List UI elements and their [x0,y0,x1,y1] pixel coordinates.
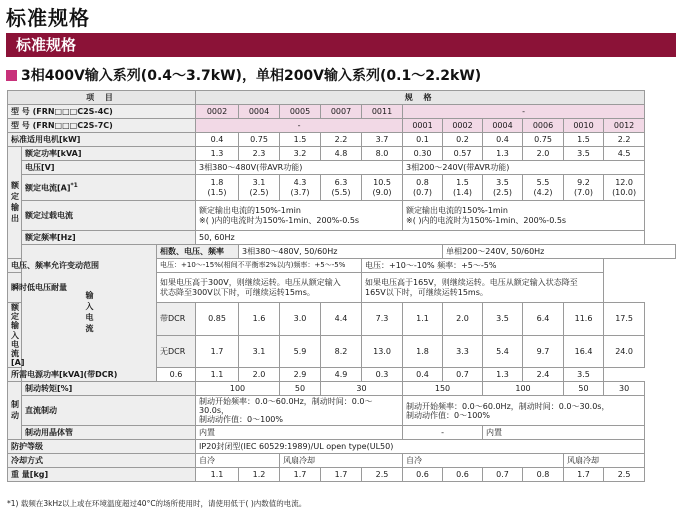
overload-note: ※( )内的电流时为150%-1min、200%-0.5s [199,215,360,225]
transistor-label: 制动用晶体管 [22,426,196,440]
with-dcr-cell: 1.6 [239,303,280,336]
header-spec: 规 格 [196,91,645,105]
with-dcr-cell: 7.3 [362,303,403,336]
dc-brake-line: 制动开始频率：0.0～60.0Hz，制动时间：0.0～30.0s， [199,397,373,416]
phase-7c: 单相200～240V, 50/60Hz [443,245,676,259]
header-row [8,91,676,105]
current-value: 9.2 [577,178,590,188]
with-dcr-cell: 3.0 [280,303,321,336]
capacity-cell: 0.57 [443,147,483,161]
weight-cell: 1.7 [564,468,604,482]
current-value: 12.0 [615,178,633,188]
current-value: 0.8 [416,178,429,188]
motor-cell: 2.2 [321,133,362,147]
frequency-row [8,231,676,245]
motor-cell: 0.4 [196,133,239,147]
protection-row [8,440,676,454]
current-footnote-mark: *1 [70,181,78,189]
current-paren-value: (9.0) [372,187,392,197]
power-cap-cell: 0.6 [157,368,196,382]
phase-label: 相数、电压、频率 [157,245,239,259]
power-cap-label: 所需电源功率[kVA](带DCR) [8,368,157,382]
cooling-natural-4c: 自冷 [196,454,280,468]
overload-note: ※( )内的电流时为150%-1min、200%-0.5s [406,215,567,225]
power-cap-cell: 2.4 [523,368,564,382]
overload-label: 额定过载电流 [22,201,196,231]
power-cap-cell: 2.9 [280,368,321,382]
capacity-cell: 3.5 [564,147,604,161]
voltage-7c: 3相200～240V(带AVR功能) [403,161,645,175]
transistor-7c: 内置 [483,426,645,440]
current-paren-value: (10.0) [612,187,637,197]
sag-7c [362,273,604,303]
phase-4c: 3相380～480V, 50/60Hz [239,245,443,259]
current-value: 3.1 [252,178,266,188]
power-cap-cell: 0.7 [443,368,483,382]
dc-brake-line: 制动开始频率：0.0～60.0Hz，制动时间：0.0～30.0s， [406,401,610,411]
model-7c-row [8,119,676,133]
model-7c-cell: 0002 [443,119,483,133]
dc-brake-row [8,396,676,426]
motor-cell: 3.7 [362,133,403,147]
brake-torque-cell: 100 [483,382,564,396]
current-cell [403,175,443,201]
current-cell [443,175,483,201]
section-title-bar: 标准规格 [6,33,676,57]
weight-row [8,468,676,482]
motor-cell: 1.5 [280,133,321,147]
tolerance-label: 电压、频率允许变动范围 [8,259,157,273]
sag-label: 瞬时低电压耐量 [8,273,157,303]
voltage-4c: 3相380～480V(带AVR功能) [196,161,403,175]
model-7c-cell: 0010 [564,119,604,133]
capacity-label: 额定功率[kVA] [22,147,196,161]
voltage-label: 电压[V] [22,161,196,175]
spec-table [7,90,676,482]
with-dcr-cell: 6.4 [523,303,564,336]
current-value: 5.5 [536,178,550,188]
model-4c-dash: - [403,105,645,119]
cooling-row [8,454,676,468]
with-dcr-cell: 1.1 [403,303,443,336]
power-cap-cell: 4.9 [321,368,362,382]
header-item: 项 目 [8,91,196,105]
current-cell [280,175,321,201]
model-7c-cell: 0012 [604,119,645,133]
power-cap-cell: 3.5 [564,368,604,382]
without-dcr-cell: 16.4 [564,335,604,368]
current-paren-value: (4.2) [533,187,553,197]
capacity-cell: 4.8 [321,147,362,161]
page-title: 标准规格 [6,6,90,30]
current-value: 1.8 [210,178,224,188]
overload-line: 额定输出电流的150%-1min [199,206,301,216]
brake-torque-cell: 50 [564,382,604,396]
without-dcr-cell: 5.9 [280,335,321,368]
motor-cell: 0.2 [443,133,483,147]
with-dcr-cell: 11.6 [564,303,604,336]
capacity-cell: 8.0 [362,147,403,161]
without-dcr-cell: 5.4 [483,335,523,368]
transistor-row [8,426,676,440]
capacity-cell: 0.30 [403,147,443,161]
with-dcr-cell: 2.0 [443,303,483,336]
input-current-label: 额定输入电流[A] [8,303,22,368]
power-cap-cell: 1.1 [196,368,239,382]
without-dcr-cell: 24.0 [604,335,645,368]
brake-group-label: 制动 [8,382,22,440]
current-paren-value: (1.5) [207,187,227,197]
brake-torque-cell: 100 [196,382,280,396]
current-cell [321,175,362,201]
sag-4c-line: 状态降至300V以下时，可继续运转15ms。 [160,287,315,297]
brake-torque-cell: 30 [321,382,403,396]
model-7c-cell: 0006 [523,119,564,133]
current-label-text: 额定电流[A] [25,183,71,193]
dc-brake-line: 制动动作值：0～100% [199,415,283,425]
output-group-label: 额定输出 [8,147,22,259]
model-4c-cell: 0011 [362,105,403,119]
frequency-label: 额定频率[Hz] [22,231,196,245]
current-cell [483,175,523,201]
protection-label: 防护等级 [8,440,196,454]
current-cell [604,175,645,201]
model-4c-cell: 0005 [280,105,321,119]
capacity-cell: 3.2 [280,147,321,161]
tolerance-row [8,259,676,273]
overload-7c [403,201,645,231]
without-dcr-cell: 1.7 [196,335,239,368]
capacity-cell: 2.3 [239,147,280,161]
with-dcr-label: 带DCR [157,303,196,336]
sag-7c-line: 165V以下时，可继续运转15ms。 [365,287,488,297]
motor-cell: 2.2 [604,133,645,147]
cooling-label: 冷却方式 [8,454,196,468]
motor-cell: 0.4 [483,133,523,147]
without-dcr-cell: 13.0 [362,335,403,368]
without-dcr-cell: 8.2 [321,335,362,368]
protection-value: IP20封闭型(IEC 60529:1989)/UL open type(UL50) [196,440,645,454]
cooling-natural-7c: 自冷 [403,454,564,468]
current-value: 4.3 [293,178,307,188]
sag-row [8,273,676,303]
sag-4c-line: 如果电压高于300V，则继续运转。电压从额定输入 [160,278,341,288]
current-cell [196,175,239,201]
current-value: 10.5 [373,178,391,188]
brake-torque-label: 制动转矩[%] [22,382,196,396]
power-cap-row [8,368,676,382]
current-paren-value: (7.0) [574,187,593,197]
phase-row [8,245,676,259]
model-4c-row [8,105,676,119]
power-cap-cell: 2.0 [239,368,280,382]
brake-torque-row [8,382,676,396]
current-row [8,175,676,201]
tolerance-4c: 电压：+10～-15%(相间不平衡率2%以内)频率：+5～-5% [157,259,362,273]
frequency-value: 50, 60Hz [196,231,645,245]
weight-label: 重 量[kg] [8,468,196,482]
overload-line: 额定输出电流的150%-1min [406,206,508,216]
footnote: *1) 载频在3kHz以上或在环境温度超过40°C的场所使用时，请使用低于( )内数值的电流。 [7,499,307,508]
motor-cell: 0.75 [239,133,280,147]
weight-cell: 1.7 [321,468,362,482]
voltage-row [8,161,676,175]
current-paren-value: (2.5) [249,187,269,197]
model-7c-dash: - [196,119,403,133]
with-dcr-cell: 4.4 [321,303,362,336]
sag-4c [157,273,362,303]
current-cell [239,175,280,201]
weight-cell: 0.8 [523,468,564,482]
current-paren-value: (5.5) [331,187,351,197]
weight-cell: 2.5 [604,468,645,482]
weight-cell: 0.7 [483,468,523,482]
cooling-fan-7c: 风扇冷却 [564,454,645,468]
brake-torque-cell: 150 [403,382,483,396]
capacity-row [8,147,676,161]
transistor-4c: 内置 [196,426,403,440]
model-4c-cell: 0007 [321,105,362,119]
series-subtitle [6,65,481,85]
power-cap-cell: 0.3 [362,368,403,382]
with-dcr-cell: 17.5 [604,303,645,336]
with-dcr-cell: 0.85 [196,303,239,336]
motor-cell: 1.5 [564,133,604,147]
current-paren-value: (0.7) [413,187,432,197]
series-subtitle-text: 3相400V输入系列(0.4～3.7kW)，单相200V输入系列(0.1～2.2kW) [21,68,482,84]
model-7c-label: 型 号 (FRN□□□C2S-7C) [8,119,196,133]
model-7c-cell: 0004 [483,119,523,133]
capacity-cell: 1.3 [483,147,523,161]
dc-brake-label: 直流制动 [22,396,196,426]
weight-cell: 0.6 [443,468,483,482]
power-cap-cell: 0.4 [403,368,443,382]
weight-cell: 1.2 [239,468,280,482]
dc-brake-4c [196,396,403,426]
cooling-fan-4c: 风扇冷却 [280,454,403,468]
dc-brake-7c [403,396,645,426]
overload-row [8,201,676,231]
current-value: 3.5 [496,178,509,188]
capacity-cell: 2.0 [523,147,564,161]
model-4c-cell: 0002 [196,105,239,119]
weight-cell: 2.5 [362,468,403,482]
current-paren-value: (3.7) [290,187,310,197]
current-cell [564,175,604,201]
brake-torque-cell: 30 [604,382,645,396]
overload-4c [196,201,403,231]
sag-7c-line: 如果电压高于165V，则继续运转。电压从额定输入状态降至 [365,278,578,288]
input-group-label: 输入电流 [22,245,157,382]
power-cap-cell: 1.3 [483,368,523,382]
without-dcr-cell: 3.3 [443,335,483,368]
current-label [22,175,196,201]
motor-cell: 0.75 [523,133,564,147]
capacity-cell: 1.3 [196,147,239,161]
without-dcr-cell: 3.1 [239,335,280,368]
motor-row [8,133,676,147]
weight-cell: 1.7 [280,468,321,482]
dc-brake-line: 制动动作值：0～100% [406,410,490,420]
motor-label: 标准适用电机[kW] [8,133,196,147]
square-bullet-icon [6,70,17,81]
current-paren-value: (2.5) [493,187,512,197]
capacity-cell: 4.5 [604,147,645,161]
model-4c-cell: 0004 [239,105,280,119]
current-cell [523,175,564,201]
transistor-dash: - [403,426,483,440]
weight-cell: 1.1 [196,468,239,482]
current-value: 1.5 [456,178,469,188]
with-dcr-cell: 3.5 [483,303,523,336]
motor-cell: 0.1 [403,133,443,147]
without-dcr-label: 无DCR [157,335,196,368]
without-dcr-cell: 9.7 [523,335,564,368]
without-dcr-cell: 1.8 [403,335,443,368]
current-cell [362,175,403,201]
brake-torque-cell: 50 [280,382,321,396]
current-paren-value: (1.4) [453,187,472,197]
tolerance-7c: 电压：+10～-10% 频率：+5～-5% [362,259,604,273]
model-4c-label: 型 号 (FRN□□□C2S-4C) [8,105,196,119]
current-value: 6.3 [334,178,348,188]
model-7c-cell: 0001 [403,119,443,133]
weight-cell: 0.6 [403,468,443,482]
